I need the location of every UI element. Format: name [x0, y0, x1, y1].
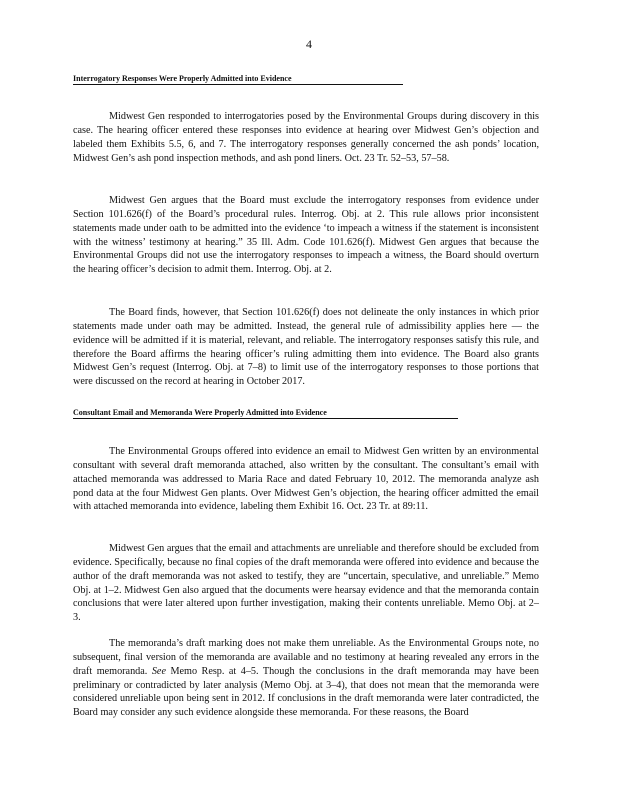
- paragraph-6-text-b: Memo Resp. at 4–5. Though the conclusions in the draft memoranda may have been preliminary or contradicted by later analysis (Memo Obj. at 3–4), that does not mean that the memoranda were considered unreliable upon being sent in 2012. If conclusions in the draft memoranda were later contradicted, the Board may consider any such evidence alongside these memoranda. For these reasons, the Board: [73, 665, 540, 719]
- paragraph-1: Midwest Gen responded to interrogatories posed by the Environmental Groups during discovery in this case. The hearing officer entered these responses into evidence at hearing over Midwest Gen’s objection and labeled them Exhibits 5.5, 6, and 7. The interrogatory responses generally concerned the ash ponds’ location, Midwest Gen’s ash pond inspection methods, and ash pond liners. Oct. 23 Tr. 52–53, 57–58.: [73, 111, 539, 164]
- paragraph-2: Midwest Gen argues that the Board must exclude the interrogatory responses from evidence under Section 101.626(f) of the Board’s procedural rules. Interrog. Obj. at 2. This rule allows prior inconsistent statements made under oath to be admitted into the evidence ‘to impeach a witness if the statement is inconsistent with the witness’ testimony at hearing.” 35 Ill. Adm. Code 101.626(f). Midwest Gen argues that because the Environmental Groups did not use the interrogatory responses to impeach a witness, the Board should overturn the hearing officer’s decision to admit them. Interrog. Obj. at 2.: [73, 195, 539, 276]
- page-number: 4: [306, 37, 312, 51]
- section-heading-consultant: Consultant Email and Memoranda Were Properly Admitted into Evidence: [73, 408, 458, 419]
- section-heading-interrogatory: Interrogatory Responses Were Properly Admitted into Evidence: [73, 74, 403, 85]
- paragraph-6: [73, 637, 539, 720]
- paragraph-4: The Environmental Groups offered into evidence an email to Midwest Gen written by an environmental consultant with several draft memoranda attached, also written by the consultant. The consultant’s email with attached memoranda was addressed to Maria Race and dated February 10, 2012. The memoranda analyze ash pond data at the four Midwest Gen plants. Over Midwest Gen’s objection, the hearing officer admitted the email with attached memoranda into evidence, labeling them Exhibit 16. Oct. 23 Tr. at 89:11.: [73, 446, 539, 513]
- citation-signal-see: See: [151, 665, 166, 677]
- paragraph-6-text-a: The memoranda’s draft marking does not make them unreliable. As the Environmental Groups note, no subsequent, final version of the memoranda are available and no testimony at hearing revealed any errors in the draft memoranda.: [73, 638, 539, 677]
- paragraph-3: The Board finds, however, that Section 101.626(f) does not delineate the only instances in which prior statements made under oath may be admitted. Instead, the general rule of admissibility applies here — the evidence will be admitted if it is material, relevant, and reliable. The interrogatory responses satisfy this rule, and therefore the Board affirms the hearing officer’s ruling admitting them into evidence. The Board also grants Midwest Gen’s request (Interrog. Obj. at 7–8) to limit use of the interrogatory responses to those portions that were discussed on the record at hearing in October 2017.: [73, 307, 539, 388]
- paragraph-5: Midwest Gen argues that the email and attachments are unreliable and therefore should be excluded from evidence. Specifically, because no final copies of the draft memoranda were offered into evidence and because the author of the draft memoranda was not asked to testify, they are “uncertain, speculative, and unreliable.” Memo Obj. at 1–2. Midwest Gen also argued that the documents were hearsay evidence and that the memoranda contain conclusions that were later altered upon further investigation, making their contents unreliable. Memo Obj. at 2–3.: [73, 543, 539, 624]
